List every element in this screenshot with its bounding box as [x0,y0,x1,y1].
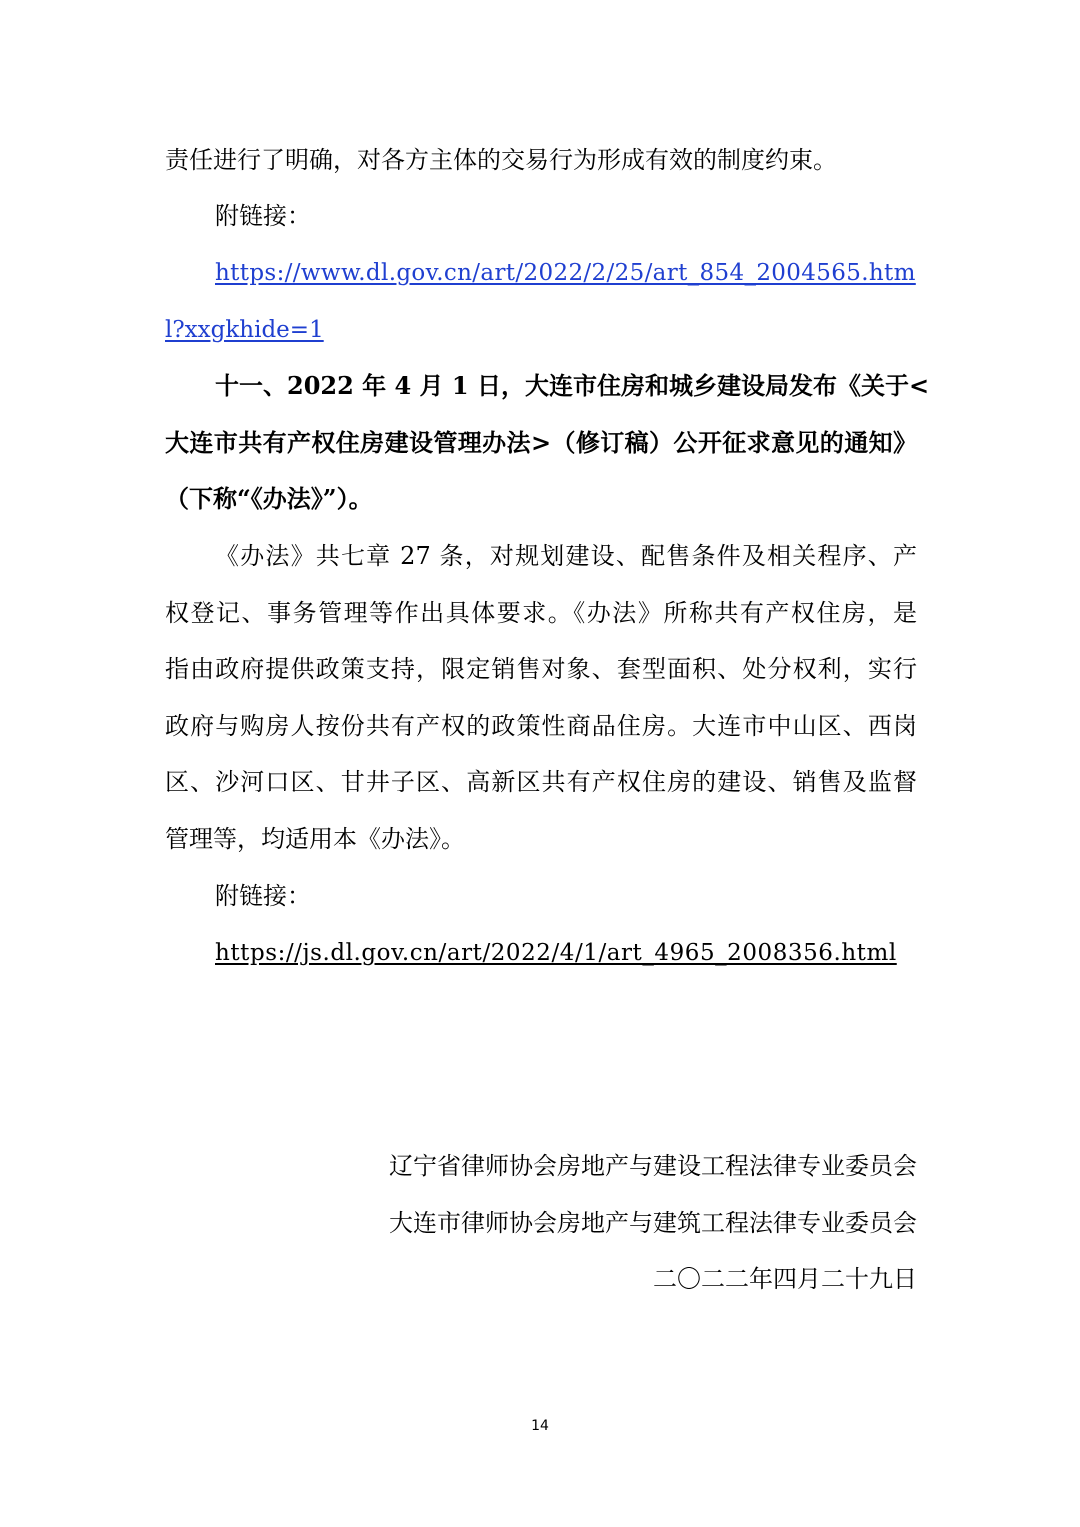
attachment-label: 附链接： [215,202,311,230]
body-text-line: 政府与购房人按份共有产权的政策性商品住房。大连市中山区、西岗 [165,712,917,740]
section-heading-line: 十一、2022 年 4 月 1 日，大连市住房和城乡建设局发布《关于< [215,371,930,400]
body-text-line: 权登记、事务管理等作出具体要求。《办法》所称共有产权住房，是 [165,599,917,627]
body-text-line: 指由政府提供政策支持，限定销售对象、套型面积、处分权利，实行 [165,655,917,683]
section-heading-line: （下称“《办法》”）。 [165,484,373,513]
page-number: 14 [531,1418,549,1434]
attachment-link-1-continued[interactable]: l?xxgkhide=1 [165,317,324,343]
attachment-label: 附链接： [215,882,311,910]
signature-date: 二〇二二年四月二十九日 [653,1265,917,1293]
attachment-link-2[interactable]: https://js.dl.gov.cn/art/2022/4/1/art_4965_2008356.html [215,940,897,966]
body-text-line: 管理等，均适用本《办法》。 [165,825,465,853]
signature-org-dalian: 大连市律师协会房地产与建筑工程法律专业委员会 [389,1209,917,1237]
attachment-link-1[interactable]: https://www.dl.gov.cn/art/2022/2/25/art_854_2004565.htm [215,260,916,286]
body-text-line: 《办法》共七章 27 条，对规划建设、配售条件及相关程序、产 [215,542,917,570]
paragraph-continuation: 责任进行了明确，对各方主体的交易行为形成有效的制度约束。 [165,146,837,174]
section-heading-line: 大连市共有产权住房建设管理办法>（修订稿）公开征求意见的通知》 [165,428,917,457]
body-text-line: 区、沙河口区、甘井子区、高新区共有产权住房的建设、销售及监督 [165,768,917,796]
signature-org-liaoning: 辽宁省律师协会房地产与建设工程法律专业委员会 [389,1152,917,1180]
